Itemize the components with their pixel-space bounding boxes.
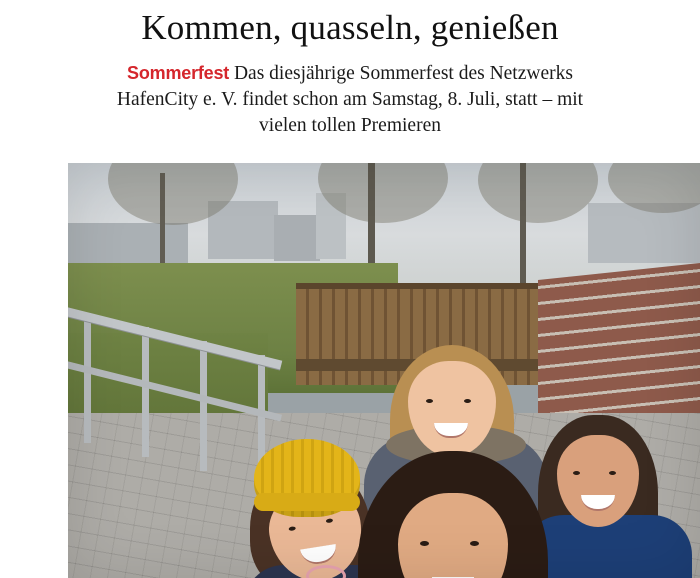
eye (288, 526, 296, 531)
eye (609, 471, 616, 475)
beanie-brim (254, 493, 360, 511)
eye (426, 399, 433, 403)
railing-post (200, 341, 207, 471)
smile (581, 495, 615, 511)
article-kicker: Sommerfest (127, 63, 230, 84)
smile (434, 423, 468, 438)
eye (573, 471, 580, 475)
tree-trunk (520, 163, 526, 283)
eye (464, 399, 471, 403)
eye (470, 541, 479, 546)
article-page (0, 8, 700, 578)
article-photo (68, 163, 700, 578)
page-title: Kommen, quasseln, genießen (141, 8, 559, 47)
eye (420, 541, 429, 546)
railing-post (84, 313, 91, 443)
face (398, 493, 508, 578)
background-building (68, 223, 188, 263)
railing-post (142, 327, 149, 457)
article-deck (100, 61, 600, 139)
background-building (588, 203, 700, 263)
article-deck-text: Das diesjährige Sommerfest des Netzwerks HafenCity e. V. findet schon am Samstag, 8. Juli, statt – mit vielen tollen Premieren (116, 63, 584, 137)
eye (326, 518, 334, 523)
photo-canvas (68, 163, 700, 578)
background-building (274, 215, 320, 261)
smile (300, 544, 338, 566)
